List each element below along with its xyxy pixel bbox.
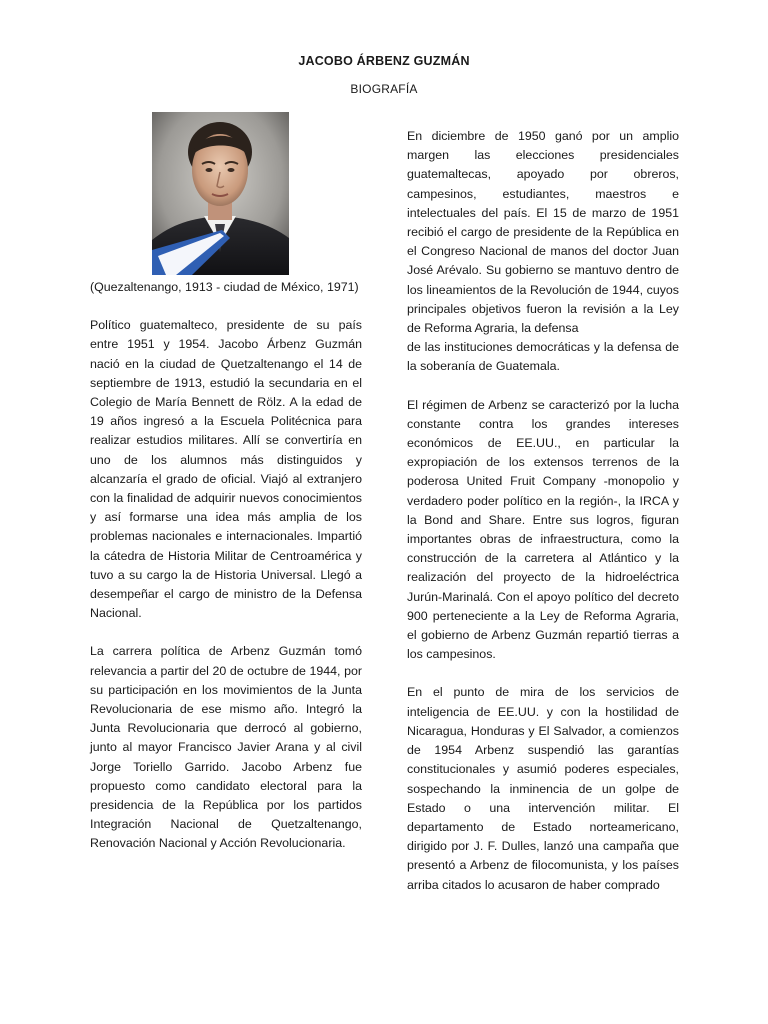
left-column	[90, 278, 362, 854]
document-subtitle: BIOGRAFÍA	[350, 82, 418, 96]
paragraph-presidency-b: de las instituciones democráticas y la defensa de la soberanía de Guatemala.	[407, 340, 679, 374]
paragraph-political-career: La carrera política de Arbenz Guzmán tomó relevancia a partir del 20 de octubre de 1944, por su participación en los movimientos de la Junta Revolucionaria de ese mismo año. Integró la Junta Revolucionaria que derrocó al gobierno, junto al mayor Francisco Javier Arana y al civil Jorge Toriello Garrido. Jacobo Arbenz fue propuesto como candidato electoral para la presidencia de la República por los partidos Integración Nacional de Quetzaltenango, Renovación Nacional y Acción Revolucionaria.	[90, 644, 362, 851]
paragraph-regime: El régimen de Arbenz se caracterizó por la lucha constante contra los grandes intereses económicos de EE.UU., en particular la expropiación de los extensos terrenos de la poderosa United Fruit Company -monopolio y verdadero poder político en la región-, la IRCA y la Bond and Share. Entre sus logros, figuran importantes obras de infraestructura, como la construcción de la carretera al Atlántico y la realización del proyecto de la hidroeléctrica Jurún-Marinalá. Con el apoyo político del decreto 900 perteneciente a la Ley de Reforma Agraria, el gobierno de Arbenz Guzmán repartió tierras a los campesinos.	[407, 397, 679, 662]
birth-death-caption: (Quezaltenango, 1913 - ciudad de México, 1971)	[90, 280, 359, 294]
portrait-photo	[152, 112, 289, 275]
right-column	[407, 127, 679, 895]
paragraph-us-intervention: En el punto de mira de los servicios de inteligencia de EE.UU. y con la hostilidad de Nicaragua, Honduras y El Salvador, a comienzos de 1954 Arbenz suspendió las garantías constitucionales y asumió poderes especiales, sospechando la inminencia de un golpe de Estado o una intervención militar. El departamento de Estado norteamericano, dirigido por J. F. Dulles, lanzó una campaña que presentó a Arbenz de filocomunista, y los países arriba citados lo acusaron de haber comprado	[407, 685, 679, 892]
paragraph-early-life: Político guatemalteco, presidente de su país entre 1951 y 1954. Jacobo Árbenz Guzmán nació en la ciudad de Quetzaltenango el 14 de septiembre de 1913, estudió la secundaria en el Colegio de María Bennett de Rölz. A la edad de 19 años ingresó a la Escuela Politécnica para realizar estudios militares. Allí se convertiría en uno de los alumnos más distinguidos y alcanzaría el grado de oficial. Viajó al extranjero con la finalidad de adquirir nuevos conocimientos y así formarse una idea más amplia de los problemas nacionales e internacionales. Impartió la cátedra de Historia Militar de Centroamérica y tuvo a su cargo la de Historia Universal. Llegó a desempeñar el cargo de ministro de la Defensa Nacional.	[90, 318, 362, 621]
paragraph-presidency-a: En diciembre de 1950 ganó por un amplio margen las elecciones presidenciales guatemaltecas, apoyado por obreros, campesinos, estudiantes, maestros e intelectuales del país. El 15 de marzo de 1951 recibió el cargo de presidente de la República en el Congreso Nacional de manos del doctor Juan José Arévalo. Su gobierno se mantuvo dentro de los lineamientos de la Revolución de 1944, cuyos principales objetivos fueron la revisión a la Ley de Reforma Agraria, la defensa	[407, 129, 679, 336]
document-title: JACOBO ÁRBENZ GUZMÁN	[298, 54, 470, 68]
